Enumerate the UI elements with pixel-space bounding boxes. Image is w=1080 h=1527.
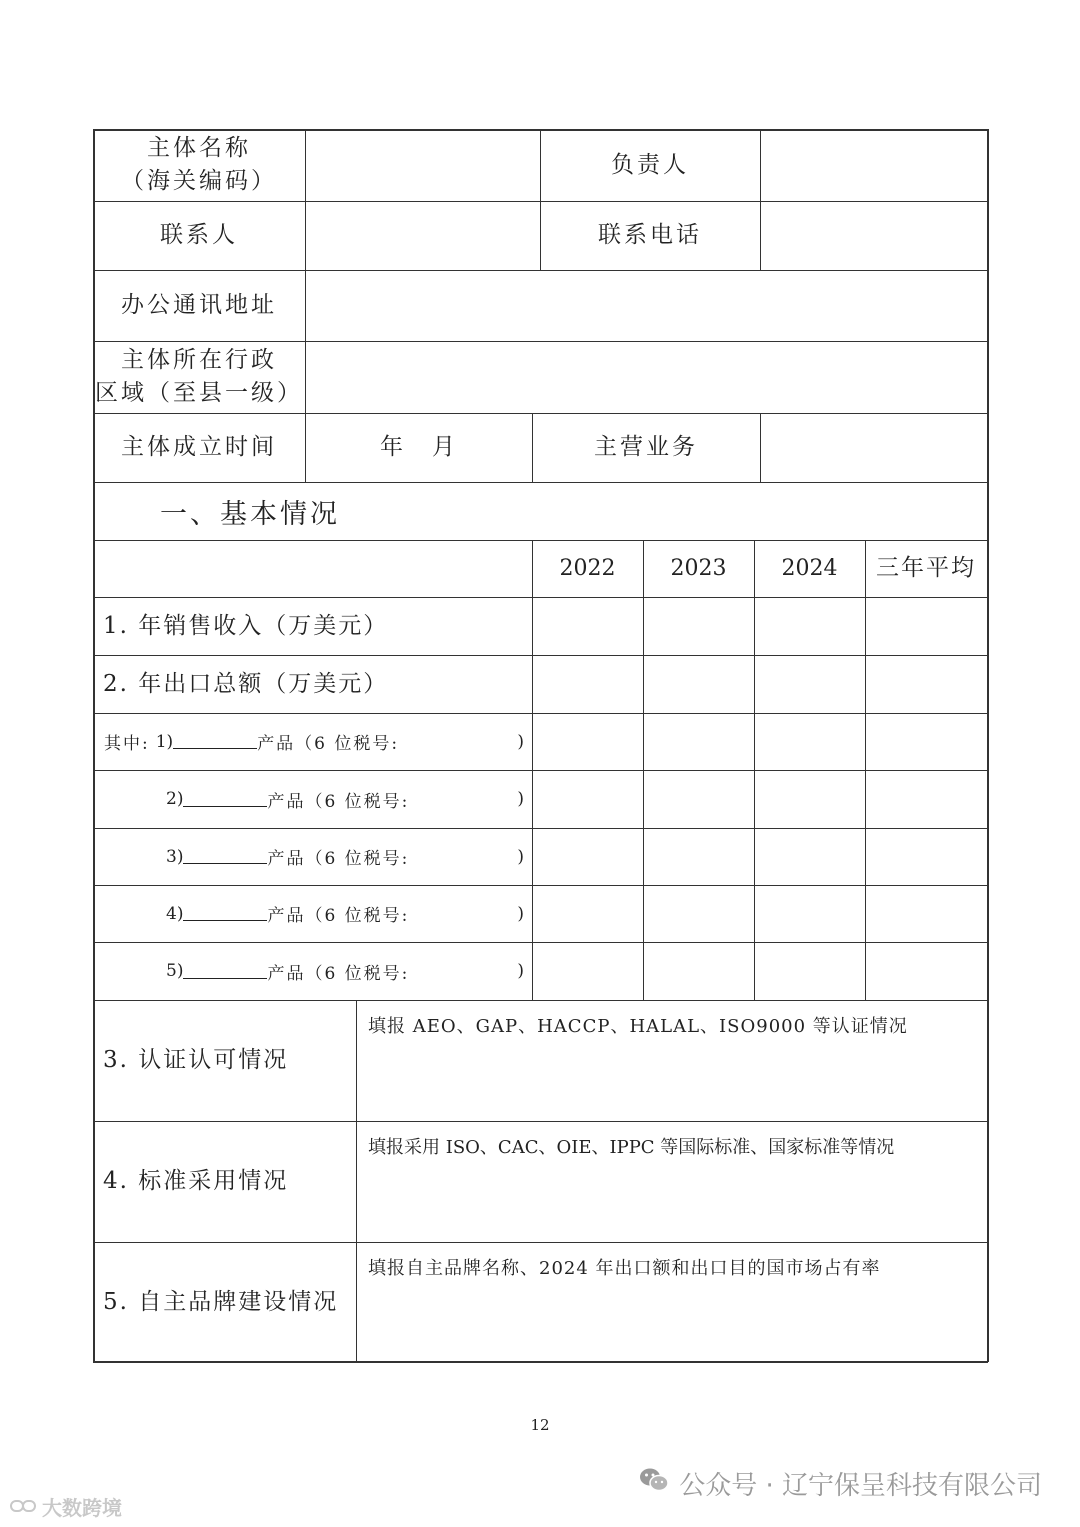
product-close: )	[517, 789, 524, 809]
product-close: )	[517, 961, 524, 981]
row-certification-hint[interactable]: 填报 AEO、GAP、HACCP、HALAL、ISO9000 等认证情况	[368, 1016, 908, 1037]
product-row-5	[104, 942, 532, 1000]
product-row-3	[104, 828, 532, 885]
entity-name-line2: （海关编码）	[121, 168, 277, 194]
row-annual-sales: 1. 年销售收入（万美元）	[103, 612, 389, 639]
product-text: 产品（6 位税号:	[267, 963, 410, 984]
year-2023-header: 2023	[670, 556, 727, 581]
three-year-avg-header: 三年平均	[876, 555, 976, 581]
corner-watermark-text: 大数跨境	[42, 1496, 122, 1520]
product-name-blank[interactable]	[183, 964, 267, 979]
page-number: 12	[530, 1416, 550, 1434]
product-text: 产品（6 位税号:	[267, 849, 410, 869]
product-close: )	[517, 903, 524, 924]
corner-watermark	[10, 1492, 122, 1521]
year-month-field[interactable]: 年 月	[380, 434, 458, 460]
office-address-label: 办公通讯地址	[121, 292, 277, 318]
region-line2: 区域（至县一级）	[95, 380, 303, 406]
office-address-field[interactable]	[306, 271, 987, 341]
entity-name-field[interactable]	[306, 130, 540, 201]
row-annual-export: 2. 年出口总额（万美元）	[103, 670, 389, 697]
product-row-2	[104, 770, 532, 828]
contact-phone-field[interactable]	[761, 202, 987, 270]
product-text: 产品（6 位税号:	[267, 906, 410, 926]
entity-name-line1: 主体名称	[147, 135, 251, 161]
products-prefix: 其中:	[104, 734, 150, 754]
product-row-1	[104, 713, 532, 770]
wechat-icon	[639, 1467, 669, 1500]
region-label	[93, 341, 305, 413]
product-text: 产品（6 位税号:	[257, 734, 400, 754]
row-standard-hint[interactable]: 填报采用 ISO、CAC、OIE、IPPC 等国际标准、国家标准等情况	[368, 1137, 895, 1158]
row-standard-label: 4. 标准采用情况	[103, 1168, 289, 1194]
product-num: 4)	[166, 903, 184, 924]
wechat-watermark	[639, 1465, 1042, 1502]
main-business-label: 主营业务	[594, 434, 698, 460]
product-text: 产品（6 位税号:	[267, 791, 410, 812]
product-name-blank[interactable]	[183, 849, 267, 864]
wechat-account-name: 公众号 · 辽宁保呈科技有限公司	[679, 1471, 1042, 1501]
established-label: 主体成立时间	[121, 434, 277, 460]
product-row-4	[104, 885, 532, 942]
row-brand-label: 5. 自主品牌建设情况	[103, 1288, 339, 1315]
product-name-blank[interactable]	[183, 792, 267, 807]
product-name-blank[interactable]	[183, 906, 267, 921]
product-name-blank[interactable]	[173, 734, 257, 749]
year-2024-header: 2024	[781, 556, 838, 581]
link-icon	[10, 1495, 36, 1519]
contact-person-field[interactable]	[306, 202, 540, 270]
contact-person-label: 联系人	[160, 222, 238, 248]
person-in-charge-label: 负责人	[611, 151, 689, 178]
product-num: 2)	[166, 789, 184, 809]
main-business-field[interactable]	[761, 414, 987, 482]
entity-name-label	[93, 129, 305, 201]
row-certification-label: 3. 认证认可情况	[103, 1047, 289, 1073]
contact-phone-label: 联系电话	[598, 222, 702, 248]
product-num: 5)	[166, 961, 184, 981]
product-close: )	[517, 731, 524, 752]
section-title: 一、基本情况	[160, 498, 340, 530]
year-2022-header: 2022	[559, 556, 616, 581]
product-num: 1)	[155, 731, 174, 752]
region-field[interactable]	[306, 342, 987, 413]
row-brand-hint[interactable]: 填报自主品牌名称、2024 年出口额和出口目的国市场占有率	[368, 1258, 881, 1279]
region-line1: 主体所在行政	[121, 347, 277, 373]
person-in-charge-field[interactable]	[761, 130, 987, 201]
product-close: )	[517, 846, 524, 867]
product-num: 3)	[166, 846, 184, 867]
